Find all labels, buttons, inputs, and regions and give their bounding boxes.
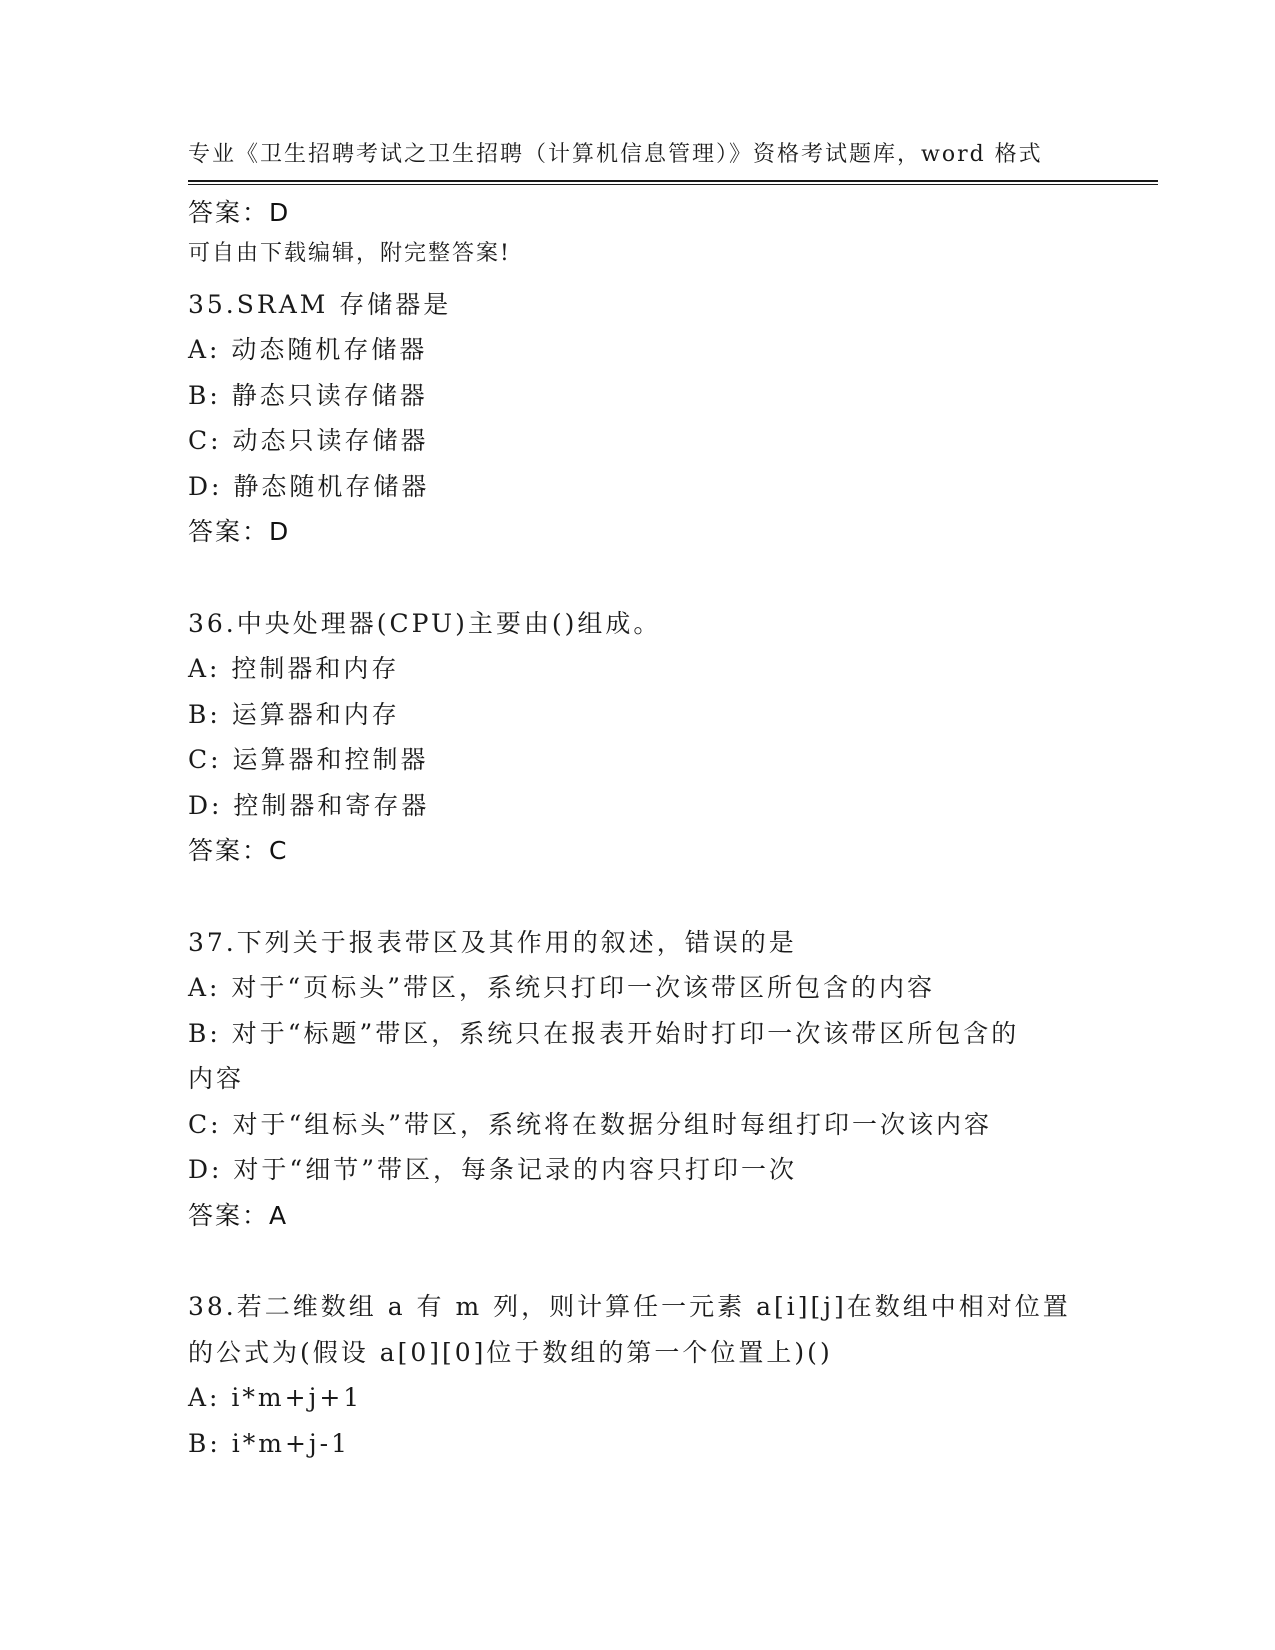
answer: 答案：A [188, 1200, 289, 1230]
question-38 [188, 1284, 1088, 1466]
header-line-1: 专业《卫生招聘考试之卫生招聘（计算机信息管理）》资格考试题库，word 格式 [188, 142, 1043, 167]
option-c: C: 动态只读存储器 [188, 426, 429, 455]
option-a: A: 控制器和内存 [188, 654, 400, 683]
option-b-line-2: 内容 [188, 1064, 245, 1093]
option-a: A: i*m+j+1 [188, 1383, 363, 1412]
question-stem: 36.中央处理器(CPU)主要由()组成。 [188, 608, 662, 638]
question-stem: 37.下列关于报表带区及其作用的叙述，错误的是 [188, 927, 797, 957]
option-b: B: 运算器和内存 [188, 699, 400, 729]
spacer [188, 236, 1088, 282]
spacer [188, 874, 1088, 920]
option-a: A: 对于“页标头”带区，系统只打印一次该带区所包含的内容 [188, 973, 935, 1002]
header-line-2: 可自由下载编辑，附完整答案! [188, 241, 511, 266]
header-divider-thin [188, 184, 1158, 185]
option-d: D: 对于“细节”带区，每条记录的内容只打印一次 [188, 1155, 797, 1184]
option-d: D: 静态随机存储器 [188, 471, 430, 501]
question-stem-line-2: 的公式为(假设 a[0][0]位于数组的第一个位置上)() [188, 1337, 833, 1367]
answer: 答案：C [188, 836, 289, 865]
document-body [188, 190, 1088, 1466]
option-b-line-1: B: 对于“标题”带区，系统只在报表开始时打印一次该带区所包含的 [188, 1018, 1020, 1048]
question-37 [188, 920, 1088, 1239]
option-c: C: 运算器和控制器 [188, 745, 429, 774]
question-stem-line-1: 38.若二维数组 a 有 m 列，则计算任一元素 a[i][j]在数组中相对位置 [188, 1292, 1071, 1321]
spacer [188, 1238, 1088, 1284]
option-c: C: 对于“组标头”带区，系统将在数据分组时每组打印一次该内容 [188, 1109, 993, 1139]
option-a: A: 动态随机存储器 [188, 335, 428, 364]
option-b: B: 静态只读存储器 [188, 380, 428, 410]
header-divider-thick [188, 180, 1158, 182]
question-35 [188, 282, 1088, 555]
option-d: D: 控制器和寄存器 [188, 790, 430, 820]
answer: 答案：D [188, 517, 291, 546]
question-stem: 35.SRAM 存储器是 [188, 289, 452, 319]
spacer [188, 555, 1088, 601]
answer-previous-question: 答案：D [188, 198, 291, 227]
option-b: B: i*m+j-1 [188, 1428, 350, 1458]
question-36 [188, 601, 1088, 874]
